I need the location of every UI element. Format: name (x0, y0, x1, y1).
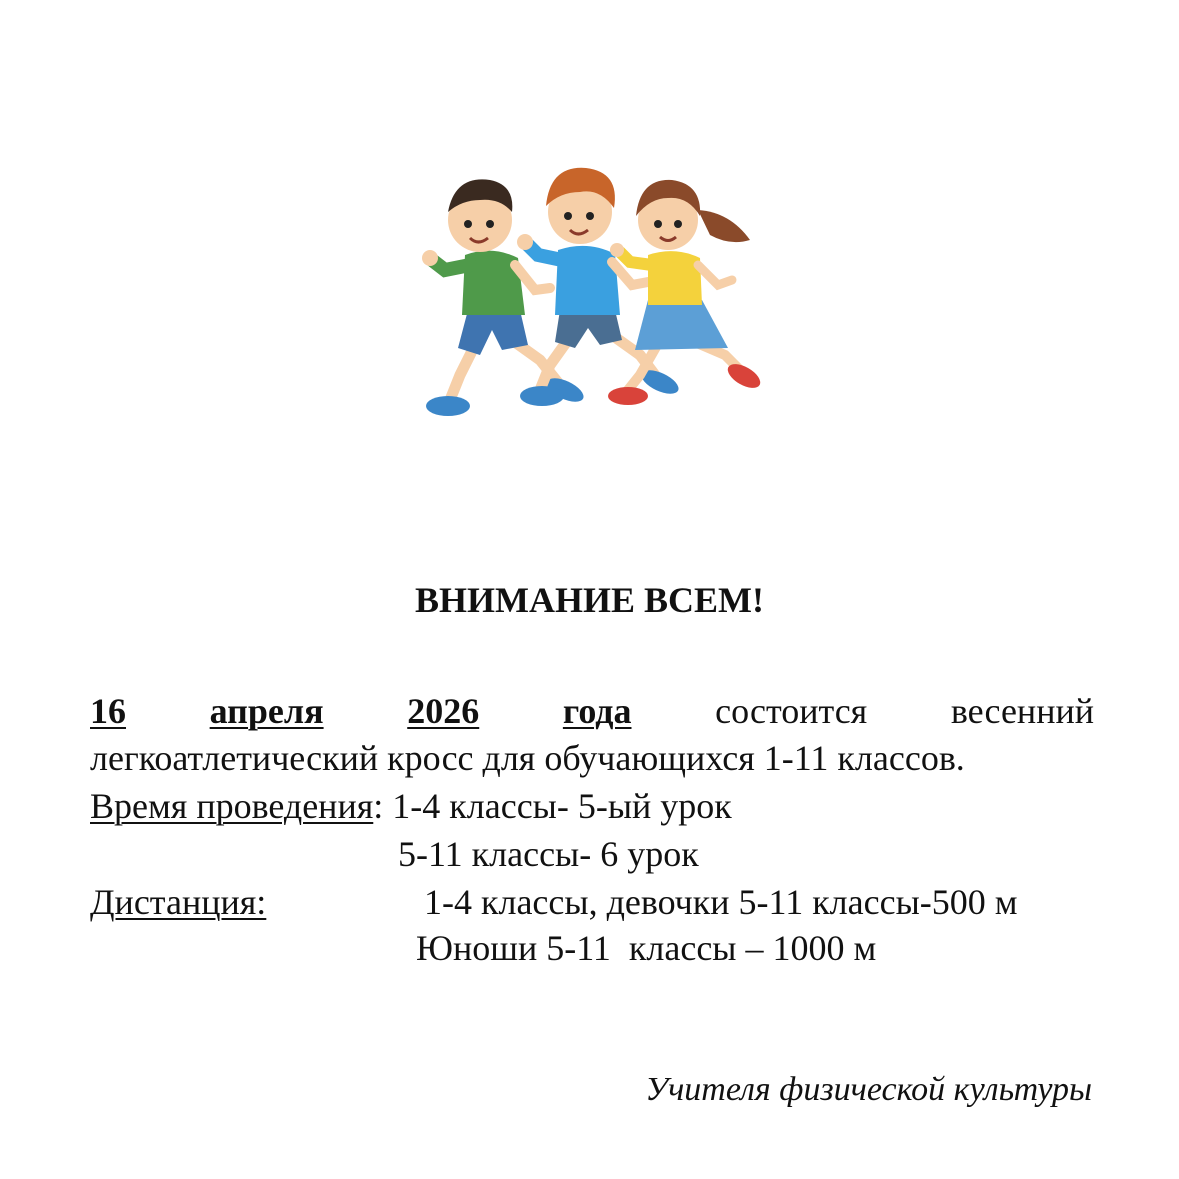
page-title: ВНИМАНИЕ ВСЕМ! (415, 580, 764, 620)
schedule-colon: : (373, 786, 384, 826)
distance-value-1: 1-4 классы, девочки 5-11 классы-500 м (424, 882, 1018, 922)
running-children-icon (410, 150, 770, 440)
schedule-value-2: 5-11 классы- 6 урок (398, 834, 699, 874)
signature: Учителя физической культуры (645, 1071, 1092, 1108)
girl-yellow-shirt (608, 180, 764, 405)
date-word: 2026 (407, 691, 480, 731)
intro-line-1 (90, 688, 1094, 734)
schedule-value-1: 1-4 классы- 5-ый урок (383, 786, 732, 826)
intro-line-2: легкоатлетический кросс для обучающихся 1-11 классов. (90, 738, 965, 778)
date-word: апреля (209, 691, 324, 731)
date-word: 16 (90, 691, 126, 731)
schedule-line-1 (90, 783, 732, 829)
distance-label: Дистанция: (90, 882, 267, 922)
date-word: года (562, 691, 632, 731)
schedule-label: Время проведения (90, 786, 374, 826)
distance-value-2: Юноши 5-11 классы – 1000 м (416, 928, 877, 968)
intro-word: весенний (950, 691, 1094, 731)
intro-word: состоится (715, 691, 868, 731)
